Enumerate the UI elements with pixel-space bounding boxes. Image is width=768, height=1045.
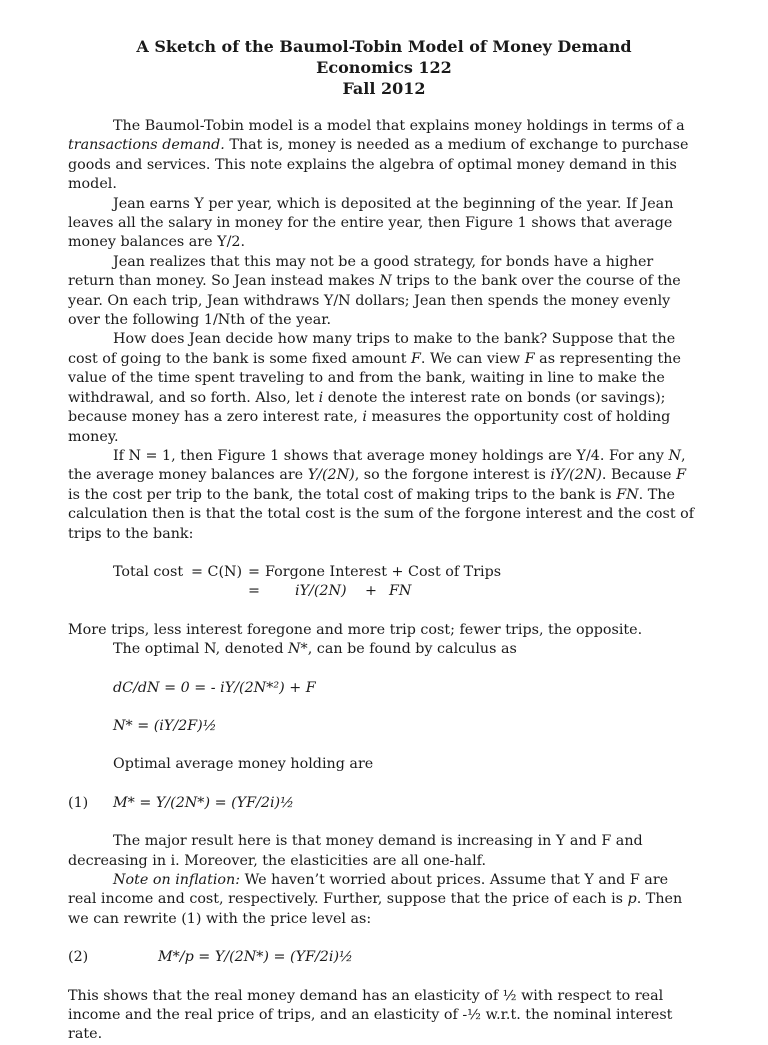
title-line-2: Economics 122: [316, 58, 452, 77]
emphasis: i: [318, 389, 324, 406]
text: The Baumol-Tobin model is a model that explains money holdings in terms of a: [113, 118, 685, 134]
text: Jean realizes that this may not be a good strategy, for bonds have a higher return than money. So Jean instead makes: [68, 253, 654, 290]
text: trips to the bank over the course of the year. On each trip, Jean withdraws Y/N dollars; Jean then spends the money evenly over the following 1/Nth of the year.: [68, 273, 681, 329]
equation-text: +: [365, 583, 377, 600]
equation-text: =: [248, 563, 260, 580]
paragraph-optimal-n: [68, 640, 700, 659]
equation-text: M*/p = Y/(2N*) = (YF/2i)½: [158, 949, 353, 966]
text: denote the interest rate on bonds (or savings); because money has a zero interest rate,: [68, 389, 666, 426]
spacer: [68, 813, 700, 832]
equation-total-cost-row-2: [68, 582, 700, 601]
equation-n-star: [68, 717, 700, 736]
paragraph-average-balances: [68, 447, 700, 544]
spacer: [68, 968, 700, 987]
spacer: [68, 602, 700, 621]
title-line-1: A Sketch of the Baumol-Tobin Model of Money Demand: [136, 37, 632, 56]
equation-number: (2): [68, 949, 89, 966]
text: , the average money balances are: [68, 447, 686, 484]
document-body: [68, 117, 700, 1045]
equation-number: (1): [68, 794, 89, 811]
equation-2: [68, 948, 700, 967]
equation-text: Forgone Interest + Cost of Trips: [265, 563, 502, 580]
equation-text: dC/dN = 0 = - iY/(2N*²) + F: [113, 679, 316, 696]
equation-text: FN: [389, 583, 412, 600]
paragraph-trips: [68, 253, 700, 331]
equation-text: N* =: [113, 717, 154, 734]
emphasis: N: [668, 447, 681, 464]
emphasis: N*: [288, 641, 308, 658]
text: measures the opportunity cost of holding money.: [68, 409, 671, 445]
paragraph-inflation: [68, 871, 700, 929]
paragraph-tradeoff: More trips, less interest foregone and more trip cost; fewer trips, the opposite.: [68, 621, 643, 638]
equation-1: [68, 794, 700, 813]
document-page: [68, 36, 700, 1045]
emphasis: i: [362, 409, 367, 426]
text: That is, money is needed as a medium of exchange to purchase goods and services. This note explains the algebra of optimal money demand in this model.: [68, 137, 689, 193]
paragraph-conclusion: This shows that the real money demand has an elasticity of ½ with respect to real income and the real price of trips, and an elasticity of -½ w.r.t. the nominal interest rate.: [68, 987, 673, 1043]
text: If N = 1, then Figure 1 shows that average money holdings are Y/4. For any: [113, 447, 669, 464]
paragraph-salary: Jean earns Y per year, which is deposited at the beginning of the year. If Jean leaves all the salary in money for the entire year, then Figure 1 shows that average money balances are Y/2.: [68, 195, 674, 251]
emphasis: iY/(2N): [550, 467, 602, 484]
emphasis: p: [627, 891, 637, 908]
text: as representing the value of the time spent traveling to and from the bank, waiting in line to make the withdrawal, and so forth. Also, let: [68, 350, 681, 406]
text: We haven’t worried about prices. Assume that Y and F are real income and cost, respectively. Further, suppose that the price of each is: [68, 871, 669, 908]
paragraph-optimal-holding: Optimal average money holding are: [113, 756, 374, 773]
emphasis: F: [676, 467, 686, 484]
document-title: [68, 36, 700, 99]
emphasis: transactions demand.: [68, 137, 225, 154]
text: . Then we can rewrite (1) with the price level as:: [68, 891, 683, 927]
spacer: [68, 736, 700, 755]
equation-text: =: [248, 583, 260, 600]
emphasis: F: [524, 350, 535, 367]
spacer: [68, 775, 700, 794]
equation-text: iY/(2N): [295, 583, 347, 600]
emphasis: Y/(2N): [307, 467, 355, 484]
equation-text: = C(N): [191, 563, 243, 580]
equation-total-cost-row-1: [68, 563, 700, 582]
text: , can be found by calculus as: [307, 641, 517, 658]
text: , so the forgone interest is: [354, 467, 551, 484]
equation-text: Total cost: [113, 563, 184, 580]
spacer: [68, 544, 700, 563]
paragraph-cost: [68, 330, 700, 446]
text: . Because: [601, 467, 677, 484]
equation-derivative: [68, 679, 700, 698]
paragraph-intro: [68, 117, 700, 195]
equation-text: (iY/2F)½: [153, 717, 217, 734]
paragraph-major-result: The major result here is that money demand is increasing in Y and F and decreasing in i. Moreover, the elasticities are all one-half.: [68, 833, 643, 869]
spacer: [68, 698, 700, 717]
emphasis: Note on inflation:: [113, 871, 241, 888]
equation-text: M* = Y/(2N*) = (YF/2i)½: [113, 794, 294, 811]
title-line-3: Fall 2012: [342, 79, 426, 98]
text: The optimal N, denoted: [113, 641, 289, 658]
text: . The calculation then is that the total cost is the sum of the forgone interest and the cost of trips to the bank:: [68, 486, 695, 542]
emphasis: F: [410, 350, 421, 367]
emphasis: N: [379, 273, 392, 290]
emphasis: FN: [616, 486, 639, 503]
text: How does Jean decide how many trips to make to the bank? Suppose that the cost of going to the bank is some fixed amount: [68, 331, 676, 367]
spacer: [68, 660, 700, 679]
text: is the cost per trip to the bank, the total cost of making trips to the bank is: [68, 486, 617, 503]
spacer: [68, 929, 700, 948]
text: . We can view: [420, 350, 525, 367]
